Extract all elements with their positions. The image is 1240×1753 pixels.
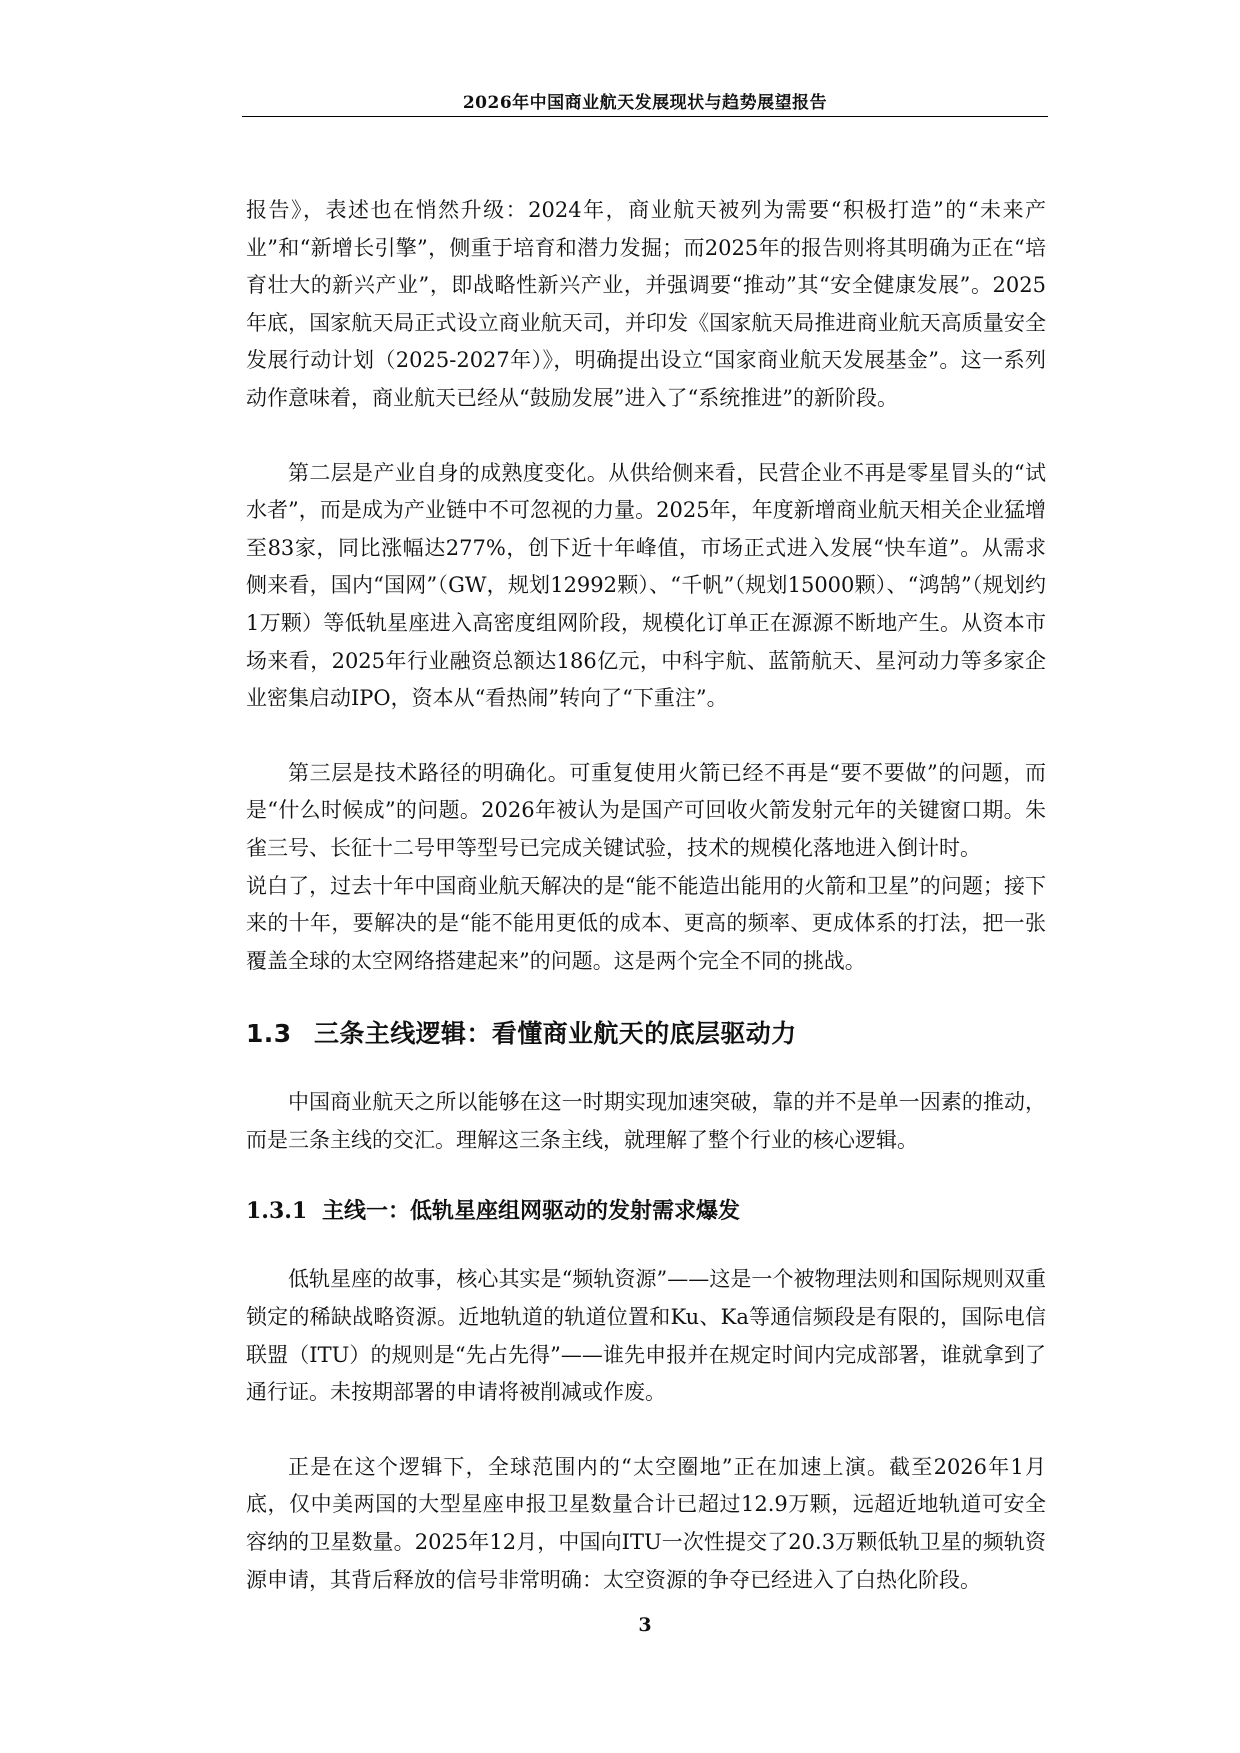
section-title: 三条主线逻辑：看懂商业航天的底层驱动力 bbox=[314, 1019, 797, 1049]
subsection-heading bbox=[246, 1191, 1046, 1231]
subsection-number: 1.3.1 bbox=[246, 1198, 308, 1225]
subsection-title: 主线一：低轨星座组网驱动的发射需求爆发 bbox=[322, 1198, 741, 1225]
paragraph-orbital-resources: 低轨星座的故事，核心其实是“频轨资源”——这是一个被物理法则和国际规则双重锁定的稀缺战略资源。近地轨道的轨道位置和Ku、Ka等通信频段是有限的，国际电信联盟（ITU）的规则是“先占先得”——谁先申报并在规定时间内完成部署，谁就拿到了通行证。未按期部署的申请将被削减或作废。 bbox=[246, 1267, 1046, 1405]
running-header-title: 2026年中国商业航天发展现状与趋势展望报告 bbox=[462, 93, 828, 113]
paragraph-summary: 说白了，过去十年中国商业航天解决的是“能不能造出能用的火箭和卫星”的问题；接下来的十年，要解决的是“能不能用更低的成本、更高的频率、更成体系的打法，把一张覆盖全球的太空网络搭建起来”的问题。这是两个完全不同的挑战。 bbox=[246, 873, 1046, 973]
paragraph-space-land-grab: 正是在这个逻辑下，全球范围内的“太空圈地”正在加速上演。截至2026年1月底，仅中美两国的大型星座申报卫星数量合计已超过12.9万颗，远超近地轨道可安全容纳的卫星数量。2025年12月，中国向ITU一次性提交了20.3万颗低轨卫星的频轨资源申请，其背后释放的信号非常明确：太空资源的争夺已经进入了白热化阶段。 bbox=[246, 1454, 1046, 1592]
paragraph-section-intro: 中国商业航天之所以能够在这一时期实现加速突破，靠的并不是单一因素的推动，而是三条主线的交汇。理解这三条主线，就理解了整个行业的核心逻辑。 bbox=[246, 1090, 1046, 1152]
section-heading bbox=[246, 1014, 1046, 1054]
section-number: 1.3 bbox=[246, 1019, 292, 1049]
document-body bbox=[246, 192, 1046, 1599]
paragraph-policy-upgrade: 报告》，表述也在悄然升级：2024年，商业航天被列为需要“积极打造”的“未来产业”和“新增长引擎”，侧重于培育和潜力发掘；而2025年的报告则将其明确为正在“培育壮大的新兴产业”，即战略性新兴产业，并强调要“推动”其“安全健康发展”。2025年底，国家航天局正式设立商业航天司，并印发《国家航天局推进商业航天高质量安全发展行动计划（2025-2027年）》，明确提出设立“国家商业航天发展基金”。这一系列动作意味着，商业航天已经从“鼓励发展”进入了“系统推进”的新阶段。 bbox=[246, 198, 1046, 410]
paragraph-technology-path: 第三层是技术路径的明确化。可重复使用火箭已经不再是“要不要做”的问题，而是“什么时候成”的问题。2026年被认为是国产可回收火箭发射元年的关键窗口期。朱雀三号、长征十二号甲等型号已完成关键试验，技术的规模化落地进入倒计时。 bbox=[246, 760, 1046, 860]
page-number: 3 bbox=[638, 1614, 652, 1636]
header-rule bbox=[242, 116, 1048, 117]
paragraph-industry-maturity: 第二层是产业自身的成熟度变化。从供给侧来看，民营企业不再是零星冒头的“试水者”，而是成为产业链中不可忽视的力量。2025年，年度新增商业航天相关企业猛增至83家，同比涨幅达277%，创下近十年峰值，市场正式进入发展“快车道”。从需求侧来看，国内“国网”（GW，规划12992颗）、“千帆”（规划15000颗）、“鸿鹄”（规划约1万颗）等低轨星座进入高密度组网阶段，规模化订单正在源源不断地产生。从资本市场来看，2025年行业融资总额达186亿元，中科宇航、蓝箭航天、星河动力等多家企业密集启动IPO，资本从“看热闹”转向了“下重注”。 bbox=[246, 460, 1046, 711]
